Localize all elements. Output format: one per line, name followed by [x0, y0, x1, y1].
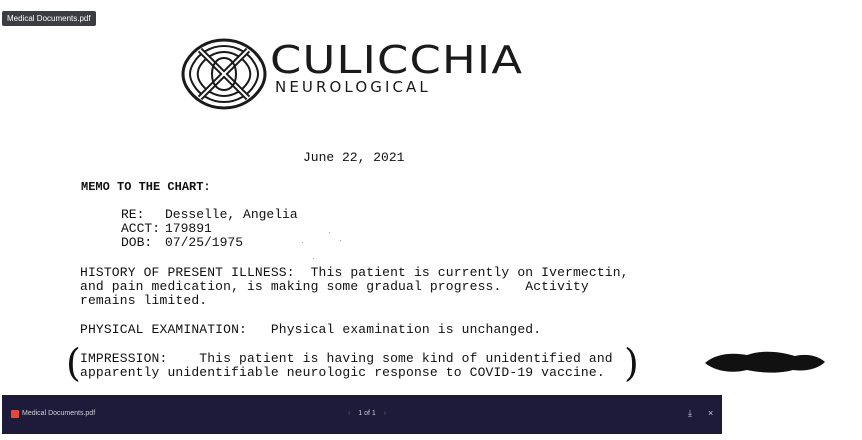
dob-label: DOB:: [121, 235, 153, 250]
chevron-right-icon[interactable]: ›: [383, 410, 387, 417]
page-indicator: 1 of 1: [358, 410, 376, 417]
acct-label: ACCT:: [121, 221, 161, 236]
pdf-viewer-toolbar: [2, 395, 722, 434]
chevron-left-icon[interactable]: ‹: [347, 410, 351, 417]
history-line-1: HISTORY OF PRESENT ILLNESS: This patient is currently on Ivermectin,: [80, 265, 629, 280]
physical-exam-line: PHYSICAL EXAMINATION: Physical examination is unchanged.: [80, 322, 542, 337]
history-line-3: remains limited.: [80, 293, 208, 308]
redaction-scribble: [703, 348, 827, 376]
toolbar-file-name: Medical Documents.pdf: [22, 410, 96, 417]
memo-heading: MEMO TO THE CHART:: [81, 180, 211, 194]
file-name-tag: Medical Documents.pdf: [2, 11, 96, 26]
dob-value: 07/25/1975: [165, 235, 244, 250]
annotation-left-bracket: (: [66, 341, 81, 385]
acct-value: 179891: [165, 221, 212, 236]
close-icon[interactable]: ×: [708, 408, 714, 418]
history-line-2: and pain medication, is making some gradual progress. Activity: [80, 279, 589, 294]
letterhead-name: CULICCHIA: [270, 38, 524, 82]
download-icon[interactable]: ⤓: [688, 408, 692, 418]
impression-line-1: IMPRESSION: This patient is having some kind of unidentified and: [80, 351, 613, 366]
page-navigator: [332, 409, 402, 419]
culicchia-logo-icon: [178, 34, 270, 112]
letterhead-subtitle: NEUROLOGICAL: [275, 78, 431, 96]
impression-line-2: apparently unidentifiable neurologic response to COVID-19 vaccine.: [80, 365, 605, 380]
memo-date: June 22, 2021: [303, 150, 405, 165]
re-label: RE:: [121, 207, 145, 222]
pdf-file-icon: [11, 410, 19, 418]
re-value: Desselle, Angelia: [165, 207, 298, 222]
annotation-right-bracket: ): [624, 341, 639, 385]
